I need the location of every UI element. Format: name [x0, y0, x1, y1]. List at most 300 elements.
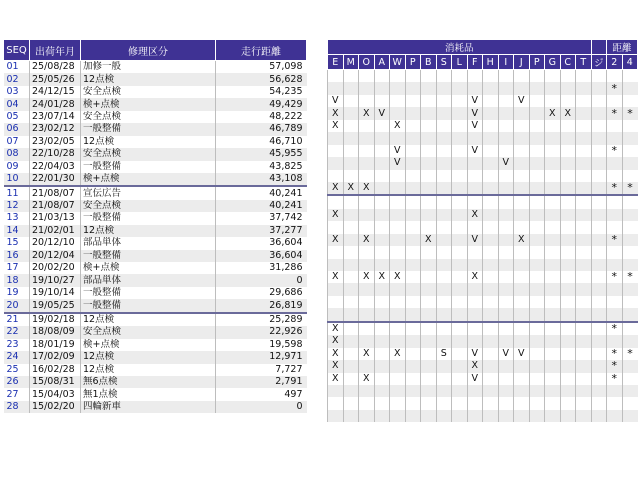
part-mark-cell [359, 132, 375, 144]
part-mark-cell [607, 70, 623, 83]
part-mark-cell [514, 70, 530, 83]
part-mark-cell [390, 410, 406, 422]
part-mark-cell: X [328, 335, 344, 347]
part-column-header: O [359, 55, 375, 70]
part-mark-cell [343, 322, 359, 335]
part-mark-cell [390, 107, 406, 119]
part-mark-cell [343, 283, 359, 295]
part-mark-cell [498, 209, 514, 221]
part-mark-cell [421, 95, 437, 107]
repair-type-cell: 12点検 [81, 136, 216, 148]
part-mark-cell [374, 95, 390, 107]
part-mark-cell [374, 308, 390, 321]
parts-row [328, 209, 638, 221]
part-mark-cell: V [467, 120, 483, 132]
part-mark-cell [607, 170, 623, 182]
seq-cell: 10 [4, 173, 30, 186]
history-row[interactable] [4, 212, 307, 224]
part-mark-cell [436, 360, 452, 372]
part-mark-cell: X [359, 348, 375, 360]
part-mark-cell [529, 132, 545, 144]
part-mark-cell [328, 132, 344, 144]
part-mark-cell [545, 259, 561, 271]
part-mark-cell [622, 70, 638, 83]
part-mark-cell [514, 322, 530, 335]
part-mark-cell [374, 132, 390, 144]
part-mark-cell [405, 397, 421, 409]
part-mark-cell [560, 195, 576, 208]
part-mark-cell [576, 157, 592, 169]
part-mark-cell [328, 283, 344, 295]
part-mark-cell [591, 209, 607, 221]
part-mark-cell [405, 234, 421, 246]
seq-cell: 09 [4, 161, 30, 173]
part-mark-cell [498, 308, 514, 321]
mileage-cell: 45,955 [216, 148, 307, 160]
history-row[interactable] [4, 339, 307, 351]
part-mark-cell: X [328, 182, 344, 195]
part-mark-cell [576, 82, 592, 94]
part-mark-cell: X [390, 348, 406, 360]
history-row[interactable] [4, 148, 307, 160]
part-mark-cell [328, 70, 344, 83]
part-mark-cell [529, 397, 545, 409]
part-mark-cell [436, 385, 452, 397]
part-mark-cell [467, 82, 483, 94]
part-mark-cell [560, 410, 576, 422]
seq-cell: 27 [4, 388, 30, 400]
part-mark-cell [452, 182, 468, 195]
part-mark-cell [591, 296, 607, 308]
part-mark-cell [514, 246, 530, 258]
part-mark-cell [359, 322, 375, 335]
part-mark-cell [467, 335, 483, 347]
part-mark-cell [390, 70, 406, 83]
part-mark-cell [374, 322, 390, 335]
part-mark-cell [560, 132, 576, 144]
part-mark-cell [452, 221, 468, 233]
part-mark-cell: V [390, 157, 406, 169]
part-mark-cell [607, 335, 623, 347]
part-mark-cell [436, 221, 452, 233]
part-column-header: W [390, 55, 406, 70]
part-mark-cell [622, 308, 638, 321]
part-mark-cell [591, 271, 607, 283]
part-mark-cell [576, 259, 592, 271]
history-row[interactable] [4, 401, 307, 413]
parts-row [328, 335, 638, 347]
part-mark-cell [390, 360, 406, 372]
seq-cell: 26 [4, 376, 30, 388]
mileage-cell: 57,098 [216, 61, 307, 74]
part-column-header: C [560, 55, 576, 70]
part-mark-cell [328, 195, 344, 208]
date-cell: 20/12/10 [30, 237, 81, 249]
seq-cell: 14 [4, 225, 30, 237]
part-mark-cell [390, 308, 406, 321]
part-mark-cell [405, 157, 421, 169]
seq-cell: 05 [4, 111, 30, 123]
part-mark-cell [359, 157, 375, 169]
part-mark-cell [374, 145, 390, 157]
part-mark-cell [436, 157, 452, 169]
part-mark-cell [405, 410, 421, 422]
part-mark-cell [405, 170, 421, 182]
parts-group-header-row [328, 40, 638, 55]
part-mark-cell [421, 308, 437, 321]
part-mark-cell [421, 145, 437, 157]
part-mark-cell [436, 182, 452, 195]
part-mark-cell [343, 385, 359, 397]
part-mark-cell [498, 107, 514, 119]
part-mark-cell [405, 209, 421, 221]
part-mark-cell [421, 322, 437, 335]
part-mark-cell: X [328, 209, 344, 221]
history-row[interactable] [4, 161, 307, 173]
mileage-cell: 48,222 [216, 111, 307, 123]
part-mark-cell [467, 296, 483, 308]
part-mark-cell [607, 259, 623, 271]
part-mark-cell [405, 221, 421, 233]
part-mark-cell [421, 348, 437, 360]
part-mark-cell [421, 283, 437, 295]
part-mark-cell [607, 157, 623, 169]
part-mark-cell [529, 360, 545, 372]
seq-header[interactable]: SEQ [4, 40, 30, 61]
mileage-cell: 56,628 [216, 73, 307, 85]
part-mark-cell [359, 397, 375, 409]
part-mark-cell [467, 157, 483, 169]
part-mark-cell [498, 283, 514, 295]
part-mark-cell [374, 283, 390, 295]
part-mark-cell [483, 70, 499, 83]
parts-row [328, 397, 638, 409]
part-mark-cell [622, 373, 638, 385]
blank-group-header [591, 40, 607, 55]
part-mark-cell [545, 283, 561, 295]
part-mark-cell [622, 170, 638, 182]
part-mark-cell [622, 195, 638, 208]
part-mark-cell [452, 397, 468, 409]
part-mark-cell [343, 170, 359, 182]
part-mark-cell [498, 397, 514, 409]
part-mark-cell [560, 271, 576, 283]
part-mark-cell [421, 296, 437, 308]
part-mark-cell [514, 170, 530, 182]
part-mark-cell [467, 195, 483, 208]
part-mark-cell [405, 246, 421, 258]
part-mark-cell [452, 296, 468, 308]
part-mark-cell: * [607, 322, 623, 335]
part-mark-cell [622, 221, 638, 233]
mileage-header[interactable]: 走行距離 [216, 40, 307, 61]
part-mark-cell [436, 145, 452, 157]
part-mark-cell [545, 221, 561, 233]
history-row[interactable] [4, 364, 307, 376]
parts-row [328, 373, 638, 385]
history-row[interactable] [4, 173, 307, 186]
date-cell: 17/02/09 [30, 351, 81, 363]
history-row[interactable] [4, 186, 307, 199]
history-row[interactable] [4, 98, 307, 110]
part-mark-cell [436, 107, 452, 119]
part-mark-cell [405, 385, 421, 397]
date-cell: 15/08/31 [30, 376, 81, 388]
part-mark-cell: V [467, 348, 483, 360]
part-mark-cell [467, 246, 483, 258]
part-mark-cell [421, 170, 437, 182]
part-mark-cell [390, 132, 406, 144]
part-mark-cell [359, 259, 375, 271]
date-cell: 21/03/13 [30, 212, 81, 224]
part-mark-cell [421, 209, 437, 221]
mileage-cell: 19,598 [216, 339, 307, 351]
part-mark-cell [560, 209, 576, 221]
part-mark-cell [545, 308, 561, 321]
repair-type-cell: 12点検 [81, 225, 216, 237]
mileage-cell: 31,286 [216, 262, 307, 274]
part-mark-cell [436, 209, 452, 221]
parts-row [328, 107, 638, 119]
history-table [3, 39, 307, 413]
part-mark-cell [529, 296, 545, 308]
date-cell: 20/12/04 [30, 250, 81, 262]
part-mark-cell [560, 259, 576, 271]
seq-cell: 11 [4, 186, 30, 199]
part-mark-cell [514, 335, 530, 347]
part-mark-cell: * [607, 234, 623, 246]
history-row[interactable] [4, 225, 307, 237]
part-mark-cell [483, 397, 499, 409]
repair-type-header[interactable]: 修理区分 [81, 40, 216, 61]
part-mark-cell: S [436, 348, 452, 360]
part-mark-cell [529, 157, 545, 169]
part-mark-cell [483, 373, 499, 385]
part-mark-cell [622, 95, 638, 107]
part-mark-cell: X [514, 234, 530, 246]
part-column-header: 4 [622, 55, 638, 70]
part-mark-cell [483, 95, 499, 107]
part-mark-cell [483, 221, 499, 233]
date-cell: 25/08/28 [30, 61, 81, 74]
repair-type-cell: 無1点検 [81, 388, 216, 400]
part-mark-cell [514, 209, 530, 221]
part-mark-cell [529, 221, 545, 233]
part-mark-cell [483, 209, 499, 221]
part-mark-cell [591, 157, 607, 169]
mileage-cell: 22,926 [216, 326, 307, 338]
part-mark-cell [328, 157, 344, 169]
part-mark-cell [405, 82, 421, 94]
history-row[interactable] [4, 313, 307, 326]
part-mark-cell [591, 132, 607, 144]
part-mark-cell [405, 120, 421, 132]
part-mark-cell [607, 120, 623, 132]
part-mark-cell [607, 308, 623, 321]
part-mark-cell [359, 170, 375, 182]
part-mark-cell [529, 348, 545, 360]
part-mark-cell [529, 308, 545, 321]
history-row[interactable] [4, 262, 307, 274]
history-row[interactable] [4, 326, 307, 338]
part-mark-cell [436, 82, 452, 94]
history-row[interactable] [4, 274, 307, 286]
history-row[interactable] [4, 237, 307, 249]
part-mark-cell [560, 308, 576, 321]
part-mark-cell [560, 70, 576, 83]
history-row[interactable] [4, 73, 307, 85]
seq-cell: 17 [4, 262, 30, 274]
part-mark-cell [374, 373, 390, 385]
repair-type-cell: 12点検 [81, 313, 216, 326]
part-mark-cell: V [390, 145, 406, 157]
part-mark-cell [374, 296, 390, 308]
part-mark-cell [529, 335, 545, 347]
parts-row [328, 70, 638, 83]
part-mark-cell [343, 335, 359, 347]
part-mark-cell [560, 360, 576, 372]
part-mark-cell: X [328, 373, 344, 385]
part-mark-cell [514, 107, 530, 119]
part-mark-cell [405, 296, 421, 308]
part-mark-cell [576, 397, 592, 409]
part-mark-cell [328, 259, 344, 271]
history-row[interactable] [4, 123, 307, 135]
part-mark-cell [421, 195, 437, 208]
history-row[interactable] [4, 136, 307, 148]
mileage-cell: 54,235 [216, 86, 307, 98]
part-mark-cell [343, 157, 359, 169]
part-mark-cell [514, 271, 530, 283]
part-column-header: E [328, 55, 344, 70]
part-mark-cell: X [390, 120, 406, 132]
part-mark-cell [452, 373, 468, 385]
repair-type-cell: 部品単体 [81, 237, 216, 249]
part-mark-cell [529, 170, 545, 182]
part-mark-cell [483, 360, 499, 372]
part-mark-cell [421, 373, 437, 385]
part-mark-cell [390, 195, 406, 208]
part-mark-cell [498, 410, 514, 422]
parts-row [328, 246, 638, 258]
part-mark-cell [529, 120, 545, 132]
parts-row [328, 322, 638, 335]
mileage-cell: 43,825 [216, 161, 307, 173]
part-mark-cell [359, 385, 375, 397]
part-mark-cell: X [359, 234, 375, 246]
part-mark-cell [622, 397, 638, 409]
part-mark-cell [545, 95, 561, 107]
part-mark-cell [498, 95, 514, 107]
part-mark-cell [359, 195, 375, 208]
part-mark-cell [591, 335, 607, 347]
history-row[interactable] [4, 351, 307, 363]
part-mark-cell [514, 296, 530, 308]
consumables-group-header: 消耗品 [328, 40, 592, 55]
part-mark-cell [529, 195, 545, 208]
repair-type-cell: 無6点検 [81, 376, 216, 388]
part-mark-cell: X [467, 209, 483, 221]
mileage-cell: 2,791 [216, 376, 307, 388]
part-mark-cell [545, 182, 561, 195]
part-mark-cell [607, 221, 623, 233]
seq-cell: 24 [4, 351, 30, 363]
history-row[interactable] [4, 299, 307, 312]
history-row[interactable] [4, 111, 307, 123]
part-mark-cell [607, 283, 623, 295]
part-mark-cell [390, 283, 406, 295]
part-mark-cell [545, 209, 561, 221]
part-mark-cell: * [607, 360, 623, 372]
repair-type-cell: 一般整備 [81, 212, 216, 224]
history-row[interactable] [4, 287, 307, 299]
part-mark-cell [529, 234, 545, 246]
part-mark-cell [529, 410, 545, 422]
part-mark-cell [545, 157, 561, 169]
part-mark-cell [467, 259, 483, 271]
part-mark-cell [560, 385, 576, 397]
part-mark-cell [529, 385, 545, 397]
part-mark-cell [576, 246, 592, 258]
part-mark-cell [576, 322, 592, 335]
part-mark-cell [390, 397, 406, 409]
part-mark-cell [622, 410, 638, 422]
part-mark-cell [421, 271, 437, 283]
part-mark-cell [498, 170, 514, 182]
mileage-cell: 497 [216, 388, 307, 400]
history-row[interactable] [4, 61, 307, 74]
part-mark-cell [483, 132, 499, 144]
part-mark-cell [591, 308, 607, 321]
part-mark-cell [576, 70, 592, 83]
part-mark-cell [405, 360, 421, 372]
date-header[interactable]: 出荷年月 [30, 40, 81, 61]
part-mark-cell: X [560, 107, 576, 119]
part-mark-cell [390, 170, 406, 182]
date-cell: 18/01/19 [30, 339, 81, 351]
date-cell: 16/02/28 [30, 364, 81, 376]
history-row[interactable] [4, 200, 307, 212]
part-mark-cell [483, 145, 499, 157]
repair-type-cell: 検+点検 [81, 98, 216, 110]
repair-type-cell: 12点検 [81, 351, 216, 363]
history-row[interactable] [4, 250, 307, 262]
part-mark-cell [405, 95, 421, 107]
part-mark-cell [343, 82, 359, 94]
part-mark-cell [591, 283, 607, 295]
history-row[interactable] [4, 86, 307, 98]
part-mark-cell [560, 335, 576, 347]
history-row[interactable] [4, 376, 307, 388]
repair-type-cell: 安全点検 [81, 200, 216, 212]
mileage-cell: 0 [216, 401, 307, 413]
part-mark-cell [390, 259, 406, 271]
part-mark-cell [436, 335, 452, 347]
part-mark-cell [591, 373, 607, 385]
part-mark-cell [529, 70, 545, 83]
history-row[interactable] [4, 388, 307, 400]
part-column-header: J [514, 55, 530, 70]
part-mark-cell [514, 157, 530, 169]
part-mark-cell [498, 322, 514, 335]
part-mark-cell [560, 221, 576, 233]
mileage-cell: 12,971 [216, 351, 307, 363]
part-mark-cell: V [514, 95, 530, 107]
date-cell: 19/10/14 [30, 287, 81, 299]
part-mark-cell [483, 195, 499, 208]
part-mark-cell [514, 132, 530, 144]
repair-type-cell: 一般整備 [81, 123, 216, 135]
